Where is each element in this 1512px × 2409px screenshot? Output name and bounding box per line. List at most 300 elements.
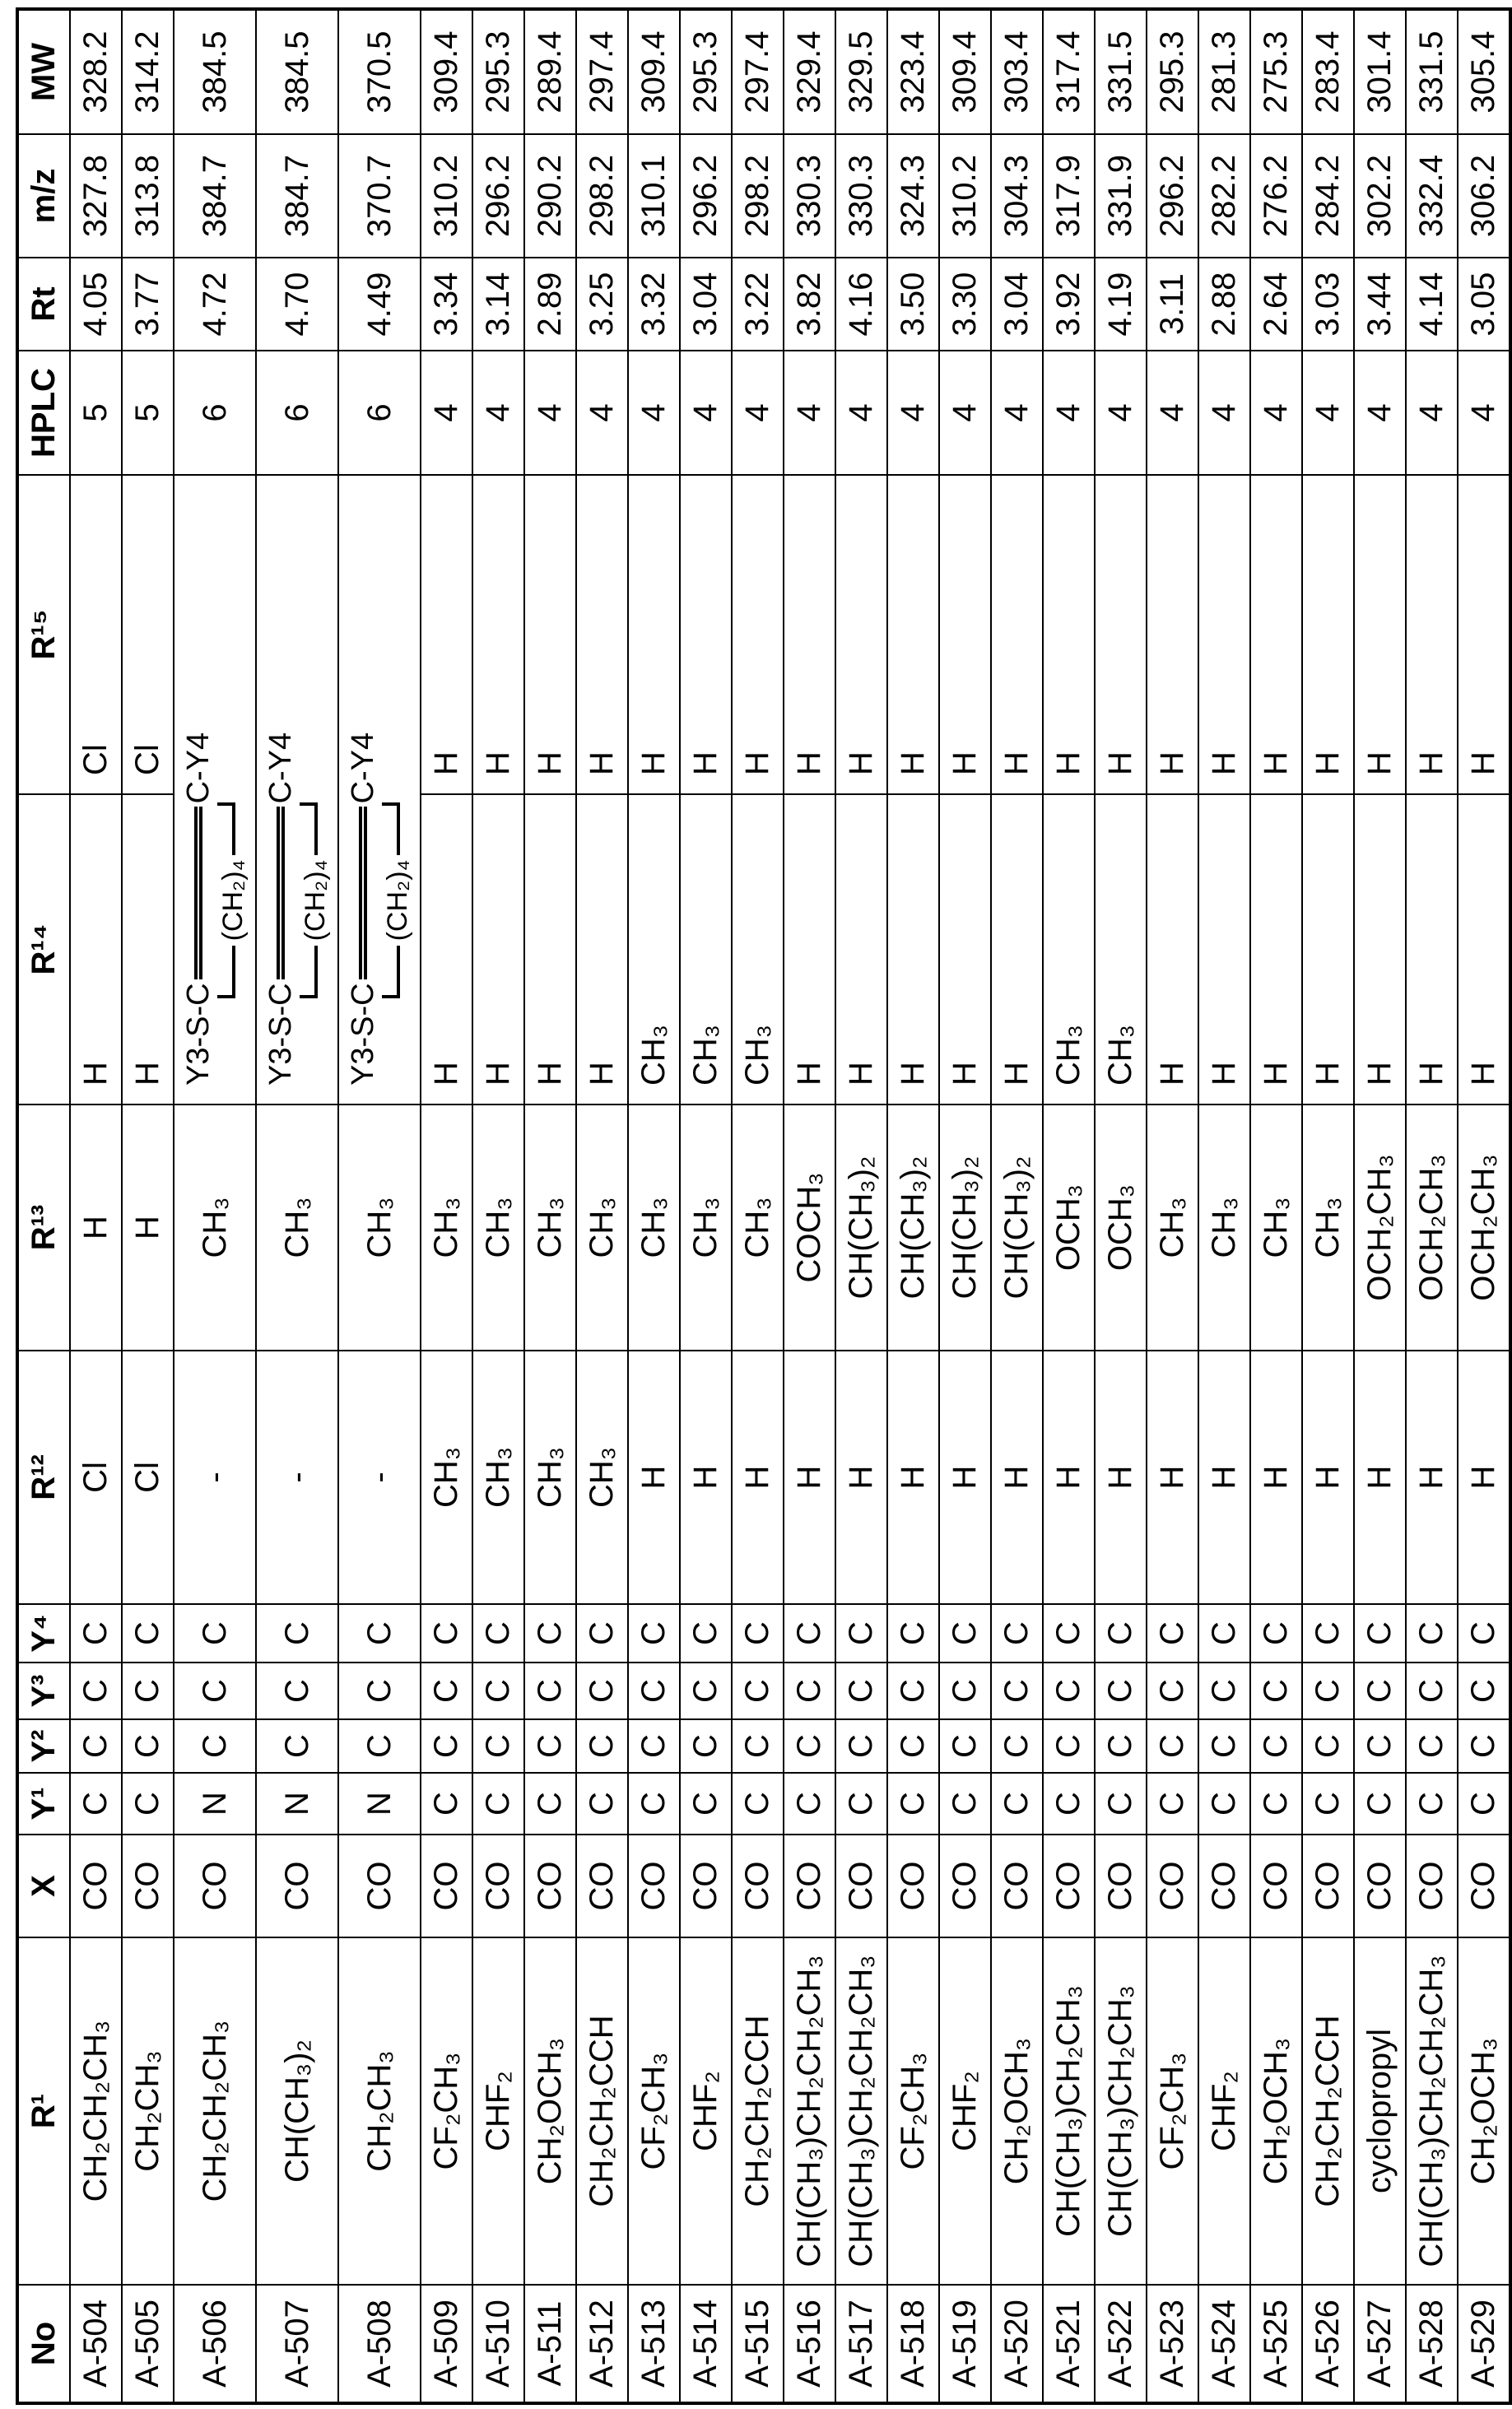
cell-y1: N [174, 1773, 256, 1835]
cell-rt: 3.92 [1043, 258, 1095, 351]
cell-mw: 309.4 [628, 9, 680, 134]
ring-left-group: Y3-S-C [265, 983, 296, 1086]
cell-hplc: 4 [784, 351, 835, 475]
cell-y1: C [1302, 1773, 1354, 1835]
cell-hplc: 4 [628, 351, 680, 475]
double-bond-icon [194, 807, 202, 979]
ring-top-line [183, 732, 214, 1086]
table-row [784, 9, 835, 2403]
cell-r1: CHF₂ [680, 1937, 732, 2285]
cell-rt: 4.70 [256, 258, 338, 351]
cell-y4: C [576, 1604, 628, 1663]
cell-x: CO [421, 1835, 472, 1937]
table-body [70, 9, 1510, 2403]
cell-y4: C [732, 1604, 784, 1663]
cell-r13: OCH₂CH₃ [1458, 1105, 1510, 1351]
column-header: No [17, 2285, 70, 2403]
cell-r15: H [576, 475, 628, 794]
cell-r14: H [472, 794, 524, 1105]
cell-hplc: 4 [887, 351, 939, 475]
cell-r1: CH₂CH₂CCH [576, 1937, 628, 2285]
cell-mw: 297.4 [576, 9, 628, 134]
cell-y1: C [835, 1773, 887, 1835]
cell-mw: 295.3 [472, 9, 524, 134]
fused-ring-structure [183, 732, 247, 1086]
cell-rt: 4.05 [70, 258, 122, 351]
cell-no: A-517 [835, 2285, 887, 2403]
cell-r13: COCH₃ [784, 1105, 835, 1351]
cell-no: A-523 [1147, 2285, 1198, 2403]
cell-r1: CH₂OCH₃ [524, 1937, 576, 2285]
cell-y1: C [1095, 1773, 1147, 1835]
cell-y4: C [1043, 1604, 1095, 1663]
cell-r1: CF₂CH₃ [1147, 1937, 1198, 2285]
cell-hplc: 4 [732, 351, 784, 475]
cell-mz: 327.8 [70, 134, 122, 258]
cell-r12: CH₃ [421, 1351, 472, 1604]
cell-rt: 3.11 [1147, 258, 1198, 351]
cell-y3: C [1198, 1663, 1250, 1719]
cell-mz: 296.2 [680, 134, 732, 258]
cell-r1: CH₂OCH₃ [1458, 1937, 1510, 2285]
cell-rt: 2.64 [1250, 258, 1302, 351]
cell-r14: H [835, 794, 887, 1105]
column-header: R¹⁴ [17, 794, 70, 1105]
cell-mw: 309.4 [939, 9, 991, 134]
table-row [1043, 9, 1095, 2403]
cell-y2: C [122, 1719, 174, 1773]
cell-hplc: 4 [1458, 351, 1510, 475]
cell-y3: C [70, 1663, 122, 1719]
cell-r13: CH₃ [421, 1105, 472, 1351]
cell-r15: H [835, 475, 887, 794]
cell-mz: 298.2 [732, 134, 784, 258]
cell-hplc: 4 [939, 351, 991, 475]
cell-y4: C [70, 1604, 122, 1663]
cell-y1: C [1147, 1773, 1198, 1835]
table-row [1250, 9, 1302, 2403]
cell-r13: CH₃ [338, 1105, 421, 1351]
cell-y3: C [1354, 1663, 1406, 1719]
cell-r12: H [1147, 1351, 1198, 1604]
cell-y1: C [784, 1773, 835, 1835]
cell-r12: H [1302, 1351, 1354, 1604]
cell-r15: H [939, 475, 991, 794]
cell-hplc: 6 [338, 351, 421, 475]
cell-y4: C [628, 1604, 680, 1663]
cell-y2: C [1354, 1719, 1406, 1773]
cell-r1: CH(CH₃)₂ [256, 1937, 338, 2285]
cell-r14: H [1302, 794, 1354, 1105]
cell-r15: H [421, 475, 472, 794]
cell-y1: C [472, 1773, 524, 1835]
cell-hplc: 5 [122, 351, 174, 475]
cell-mw: 289.4 [524, 9, 576, 134]
cell-r12: H [1354, 1351, 1406, 1604]
cell-y4: C [421, 1604, 472, 1663]
cell-no: A-525 [1250, 2285, 1302, 2403]
cell-y2: C [1302, 1719, 1354, 1773]
table-row [256, 9, 338, 2403]
table-row [1354, 9, 1406, 2403]
cell-r15: H [1302, 475, 1354, 794]
cell-r1: CH₂CH₂CCH [1302, 1937, 1354, 2285]
cell-mz: 276.2 [1250, 134, 1302, 258]
cell-r1: CH₂OCH₃ [991, 1937, 1043, 2285]
cell-hplc: 4 [1095, 351, 1147, 475]
cell-y2: C [70, 1719, 122, 1773]
cell-r13: OCH₃ [1043, 1105, 1095, 1351]
cell-y2: C [887, 1719, 939, 1773]
cell-r1: CH(CH₃)CH₂CH₃ [1095, 1937, 1147, 2285]
cell-hplc: 4 [524, 351, 576, 475]
table-row [1198, 9, 1250, 2403]
cell-y3: C [784, 1663, 835, 1719]
cell-y4: C [784, 1604, 835, 1663]
cell-mw: 370.5 [338, 9, 421, 134]
column-header: MW [17, 9, 70, 134]
cell-y3: C [1302, 1663, 1354, 1719]
cell-y3: C [174, 1663, 256, 1719]
cell-y4: C [939, 1604, 991, 1663]
cell-y1: N [256, 1773, 338, 1835]
cell-y3: C [887, 1663, 939, 1719]
cell-r14: H [1354, 794, 1406, 1105]
cell-no: A-522 [1095, 2285, 1147, 2403]
column-header: Y⁴ [17, 1604, 70, 1663]
cell-r13: H [70, 1105, 122, 1351]
cell-hplc: 4 [1147, 351, 1198, 475]
cell-r12: - [338, 1351, 421, 1604]
cell-no: A-505 [122, 2285, 174, 2403]
cell-mw: 309.4 [421, 9, 472, 134]
cell-y3: C [732, 1663, 784, 1719]
cell-mw: 295.3 [680, 9, 732, 134]
cell-x: CO [1302, 1835, 1354, 1937]
cell-r1: CH₂CH₂CH₃ [70, 1937, 122, 2285]
cell-r12: CH₃ [472, 1351, 524, 1604]
cell-rt: 3.14 [472, 258, 524, 351]
cell-no: A-519 [939, 2285, 991, 2403]
cell-x: CO [887, 1835, 939, 1937]
cell-x: CO [1095, 1835, 1147, 1937]
ring-top-line [347, 732, 379, 1086]
cell-mw: 329.5 [835, 9, 887, 134]
cell-r14: H [524, 794, 576, 1105]
cell-y3: C [628, 1663, 680, 1719]
column-header: X [17, 1835, 70, 1937]
cell-x: CO [784, 1835, 835, 1937]
table-row [628, 9, 680, 2403]
cell-mz: 384.7 [174, 134, 256, 258]
cell-mz: 370.7 [338, 134, 421, 258]
cell-r1: CHF₂ [1198, 1937, 1250, 2285]
cell-mw: 295.3 [1147, 9, 1198, 134]
fused-ring-structure [347, 732, 412, 1086]
cell-y1: C [939, 1773, 991, 1835]
cell-no: A-508 [338, 2285, 421, 2403]
cell-hplc: 5 [70, 351, 122, 475]
cell-r14: CH₃ [732, 794, 784, 1105]
cell-y3: C [256, 1663, 338, 1719]
cell-mw: 281.3 [1198, 9, 1250, 134]
cell-r1: CH₂CH₂CCH [732, 1937, 784, 2285]
cell-r1: CH₂CH₂CH₃ [174, 1937, 256, 2285]
cell-r15: H [887, 475, 939, 794]
cell-y2: C [680, 1719, 732, 1773]
cell-y3: C [1458, 1663, 1510, 1719]
fused-ring-cell [338, 475, 421, 1105]
bridge-bond-left-icon [217, 946, 235, 998]
cell-r14: H [1458, 794, 1510, 1105]
ring-left-group: Y3-S-C [183, 983, 214, 1086]
cell-r1: CF₂CH₃ [421, 1937, 472, 2285]
cell-hplc: 4 [1302, 351, 1354, 475]
cell-no: A-527 [1354, 2285, 1406, 2403]
column-header: Y¹ [17, 1773, 70, 1835]
cell-y2: C [732, 1719, 784, 1773]
cell-mz: 298.2 [576, 134, 628, 258]
cell-y1: C [991, 1773, 1043, 1835]
cell-r14: H [1147, 794, 1198, 1105]
cell-r13: CH₃ [256, 1105, 338, 1351]
cell-rt: 2.88 [1198, 258, 1250, 351]
cell-r15: Cl [122, 475, 174, 794]
cell-no: A-510 [472, 2285, 524, 2403]
cell-y1: C [576, 1773, 628, 1835]
cell-y4: C [680, 1604, 732, 1663]
cell-hplc: 4 [421, 351, 472, 475]
cell-r15: H [1250, 475, 1302, 794]
cell-y2: C [421, 1719, 472, 1773]
table-row [472, 9, 524, 2403]
cell-r12: H [991, 1351, 1043, 1604]
cell-y2: C [1250, 1719, 1302, 1773]
cell-mw: 384.5 [256, 9, 338, 134]
ring-right-group: C-Y4 [347, 732, 379, 804]
cell-no: A-516 [784, 2285, 835, 2403]
cell-mz: 330.3 [784, 134, 835, 258]
cell-y2: C [835, 1719, 887, 1773]
cell-r14: H [939, 794, 991, 1105]
table-row [70, 9, 122, 2403]
cell-x: CO [628, 1835, 680, 1937]
cell-mz: 310.2 [939, 134, 991, 258]
cell-x: CO [122, 1835, 174, 1937]
cell-r15: H [784, 475, 835, 794]
cell-r13: CH₃ [524, 1105, 576, 1351]
cell-r15: H [472, 475, 524, 794]
cell-mz: 296.2 [1147, 134, 1198, 258]
ring-bridge: (CH₂)₄ [219, 855, 247, 946]
cell-r1: CH₂CH₃ [338, 1937, 421, 2285]
bridge-bond-right-icon [300, 802, 318, 855]
cell-mw: 305.4 [1458, 9, 1510, 134]
cell-mw: 317.4 [1043, 9, 1095, 134]
cell-y3: C [1043, 1663, 1095, 1719]
cell-x: CO [576, 1835, 628, 1937]
cell-rt: 3.32 [628, 258, 680, 351]
cell-no: A-512 [576, 2285, 628, 2403]
cell-r12: H [1250, 1351, 1302, 1604]
cell-r13: CH₃ [680, 1105, 732, 1351]
ring-bridge-line [300, 765, 329, 1036]
cell-y2: C [1198, 1719, 1250, 1773]
cell-no: A-515 [732, 2285, 784, 2403]
cell-y1: C [421, 1773, 472, 1835]
cell-mw: 275.3 [1250, 9, 1302, 134]
cell-x: CO [991, 1835, 1043, 1937]
fused-ring-cell [174, 475, 256, 1105]
column-header: Y² [17, 1719, 70, 1773]
compound-table [16, 7, 1512, 2405]
cell-r14: H [784, 794, 835, 1105]
table-row [1302, 9, 1354, 2403]
column-header: Rt [17, 258, 70, 351]
cell-r13: OCH₂CH₃ [1406, 1105, 1458, 1351]
cell-rt: 3.82 [784, 258, 835, 351]
cell-y1: C [1250, 1773, 1302, 1835]
cell-y2: C [1095, 1719, 1147, 1773]
cell-mz: 302.2 [1354, 134, 1406, 258]
cell-rt: 4.19 [1095, 258, 1147, 351]
ring-right-group: C-Y4 [183, 732, 214, 804]
cell-r14: H [991, 794, 1043, 1105]
cell-mz: 324.3 [887, 134, 939, 258]
cell-r15: H [524, 475, 576, 794]
cell-rt: 2.89 [524, 258, 576, 351]
cell-r1: CH(CH₃)CH₂CH₂CH₃ [835, 1937, 887, 2285]
cell-rt: 3.34 [421, 258, 472, 351]
cell-x: CO [1198, 1835, 1250, 1937]
cell-x: CO [70, 1835, 122, 1937]
cell-x: CO [1406, 1835, 1458, 1937]
cell-y4: C [472, 1604, 524, 1663]
ring-bridge-line [382, 765, 412, 1036]
cell-y1: C [1406, 1773, 1458, 1835]
cell-r12: - [174, 1351, 256, 1604]
cell-y1: C [1458, 1773, 1510, 1835]
cell-hplc: 4 [1043, 351, 1095, 475]
cell-y4: C [338, 1604, 421, 1663]
bridge-bond-right-icon [382, 802, 400, 855]
table-row [524, 9, 576, 2403]
cell-y1: C [122, 1773, 174, 1835]
ring-left-group: Y3-S-C [347, 983, 379, 1086]
cell-no: A-511 [524, 2285, 576, 2403]
cell-y2: C [1406, 1719, 1458, 1773]
cell-r12: - [256, 1351, 338, 1604]
cell-r13: CH₃ [1302, 1105, 1354, 1351]
cell-rt: 4.16 [835, 258, 887, 351]
cell-mw: 283.4 [1302, 9, 1354, 134]
column-header: R¹² [17, 1351, 70, 1604]
cell-y2: C [628, 1719, 680, 1773]
bridge-bond-left-icon [300, 946, 318, 998]
ring-bridge: (CH₂)₄ [301, 855, 329, 946]
column-header: R¹³ [17, 1105, 70, 1351]
cell-r14: CH₃ [680, 794, 732, 1105]
cell-y2: C [1043, 1719, 1095, 1773]
cell-y2: C [1147, 1719, 1198, 1773]
cell-y1: C [680, 1773, 732, 1835]
cell-r13: CH₃ [1250, 1105, 1302, 1351]
cell-r14: CH₃ [1095, 794, 1147, 1105]
cell-y4: C [1458, 1604, 1510, 1663]
cell-y3: C [1147, 1663, 1198, 1719]
table-row [680, 9, 732, 2403]
cell-rt: 3.03 [1302, 258, 1354, 351]
cell-x: CO [524, 1835, 576, 1937]
fused-ring-cell [256, 475, 338, 1105]
cell-r14: H [1198, 794, 1250, 1105]
cell-x: CO [835, 1835, 887, 1937]
bridge-bond-right-icon [217, 802, 235, 855]
cell-x: CO [1354, 1835, 1406, 1937]
cell-y1: C [1043, 1773, 1095, 1835]
cell-r15: H [628, 475, 680, 794]
cell-hplc: 4 [1354, 351, 1406, 475]
cell-y1: C [1198, 1773, 1250, 1835]
cell-r1: CHF₂ [939, 1937, 991, 2285]
cell-y4: C [1095, 1604, 1147, 1663]
cell-mz: 331.9 [1095, 134, 1147, 258]
cell-y3: C [680, 1663, 732, 1719]
cell-y4: C [1198, 1604, 1250, 1663]
cell-mz: 296.2 [472, 134, 524, 258]
cell-x: CO [174, 1835, 256, 1937]
cell-x: CO [472, 1835, 524, 1937]
cell-mw: 314.2 [122, 9, 174, 134]
cell-r13: CH₃ [732, 1105, 784, 1351]
cell-r14: H [122, 794, 174, 1105]
double-bond-icon [277, 807, 285, 979]
cell-mz: 332.4 [1406, 134, 1458, 258]
cell-hplc: 4 [576, 351, 628, 475]
cell-hplc: 4 [680, 351, 732, 475]
cell-r13: OCH₂CH₃ [1354, 1105, 1406, 1351]
cell-r12: CH₃ [576, 1351, 628, 1604]
cell-r1: CF₂CH₃ [628, 1937, 680, 2285]
cell-rt: 4.14 [1406, 258, 1458, 351]
cell-y2: C [576, 1719, 628, 1773]
table-row [1406, 9, 1458, 2403]
cell-y3: C [122, 1663, 174, 1719]
cell-mw: 331.5 [1406, 9, 1458, 134]
cell-y3: C [576, 1663, 628, 1719]
cell-y1: C [732, 1773, 784, 1835]
cell-y3: C [1095, 1663, 1147, 1719]
cell-mz: 330.3 [835, 134, 887, 258]
cell-mz: 317.9 [1043, 134, 1095, 258]
cell-r12: H [680, 1351, 732, 1604]
header-row [17, 9, 70, 2403]
cell-y3: C [472, 1663, 524, 1719]
cell-no: A-513 [628, 2285, 680, 2403]
cell-no: A-504 [70, 2285, 122, 2403]
cell-x: CO [1043, 1835, 1095, 1937]
cell-r13: CH(CH₃)₂ [939, 1105, 991, 1351]
cell-r15: H [1095, 475, 1147, 794]
cell-mw: 303.4 [991, 9, 1043, 134]
cell-r13: CH₃ [472, 1105, 524, 1351]
cell-mz: 310.2 [421, 134, 472, 258]
cell-r13: OCH₃ [1095, 1105, 1147, 1351]
cell-mw: 329.4 [784, 9, 835, 134]
cell-rt: 3.30 [939, 258, 991, 351]
cell-x: CO [256, 1835, 338, 1937]
cell-rt: 3.05 [1458, 258, 1510, 351]
